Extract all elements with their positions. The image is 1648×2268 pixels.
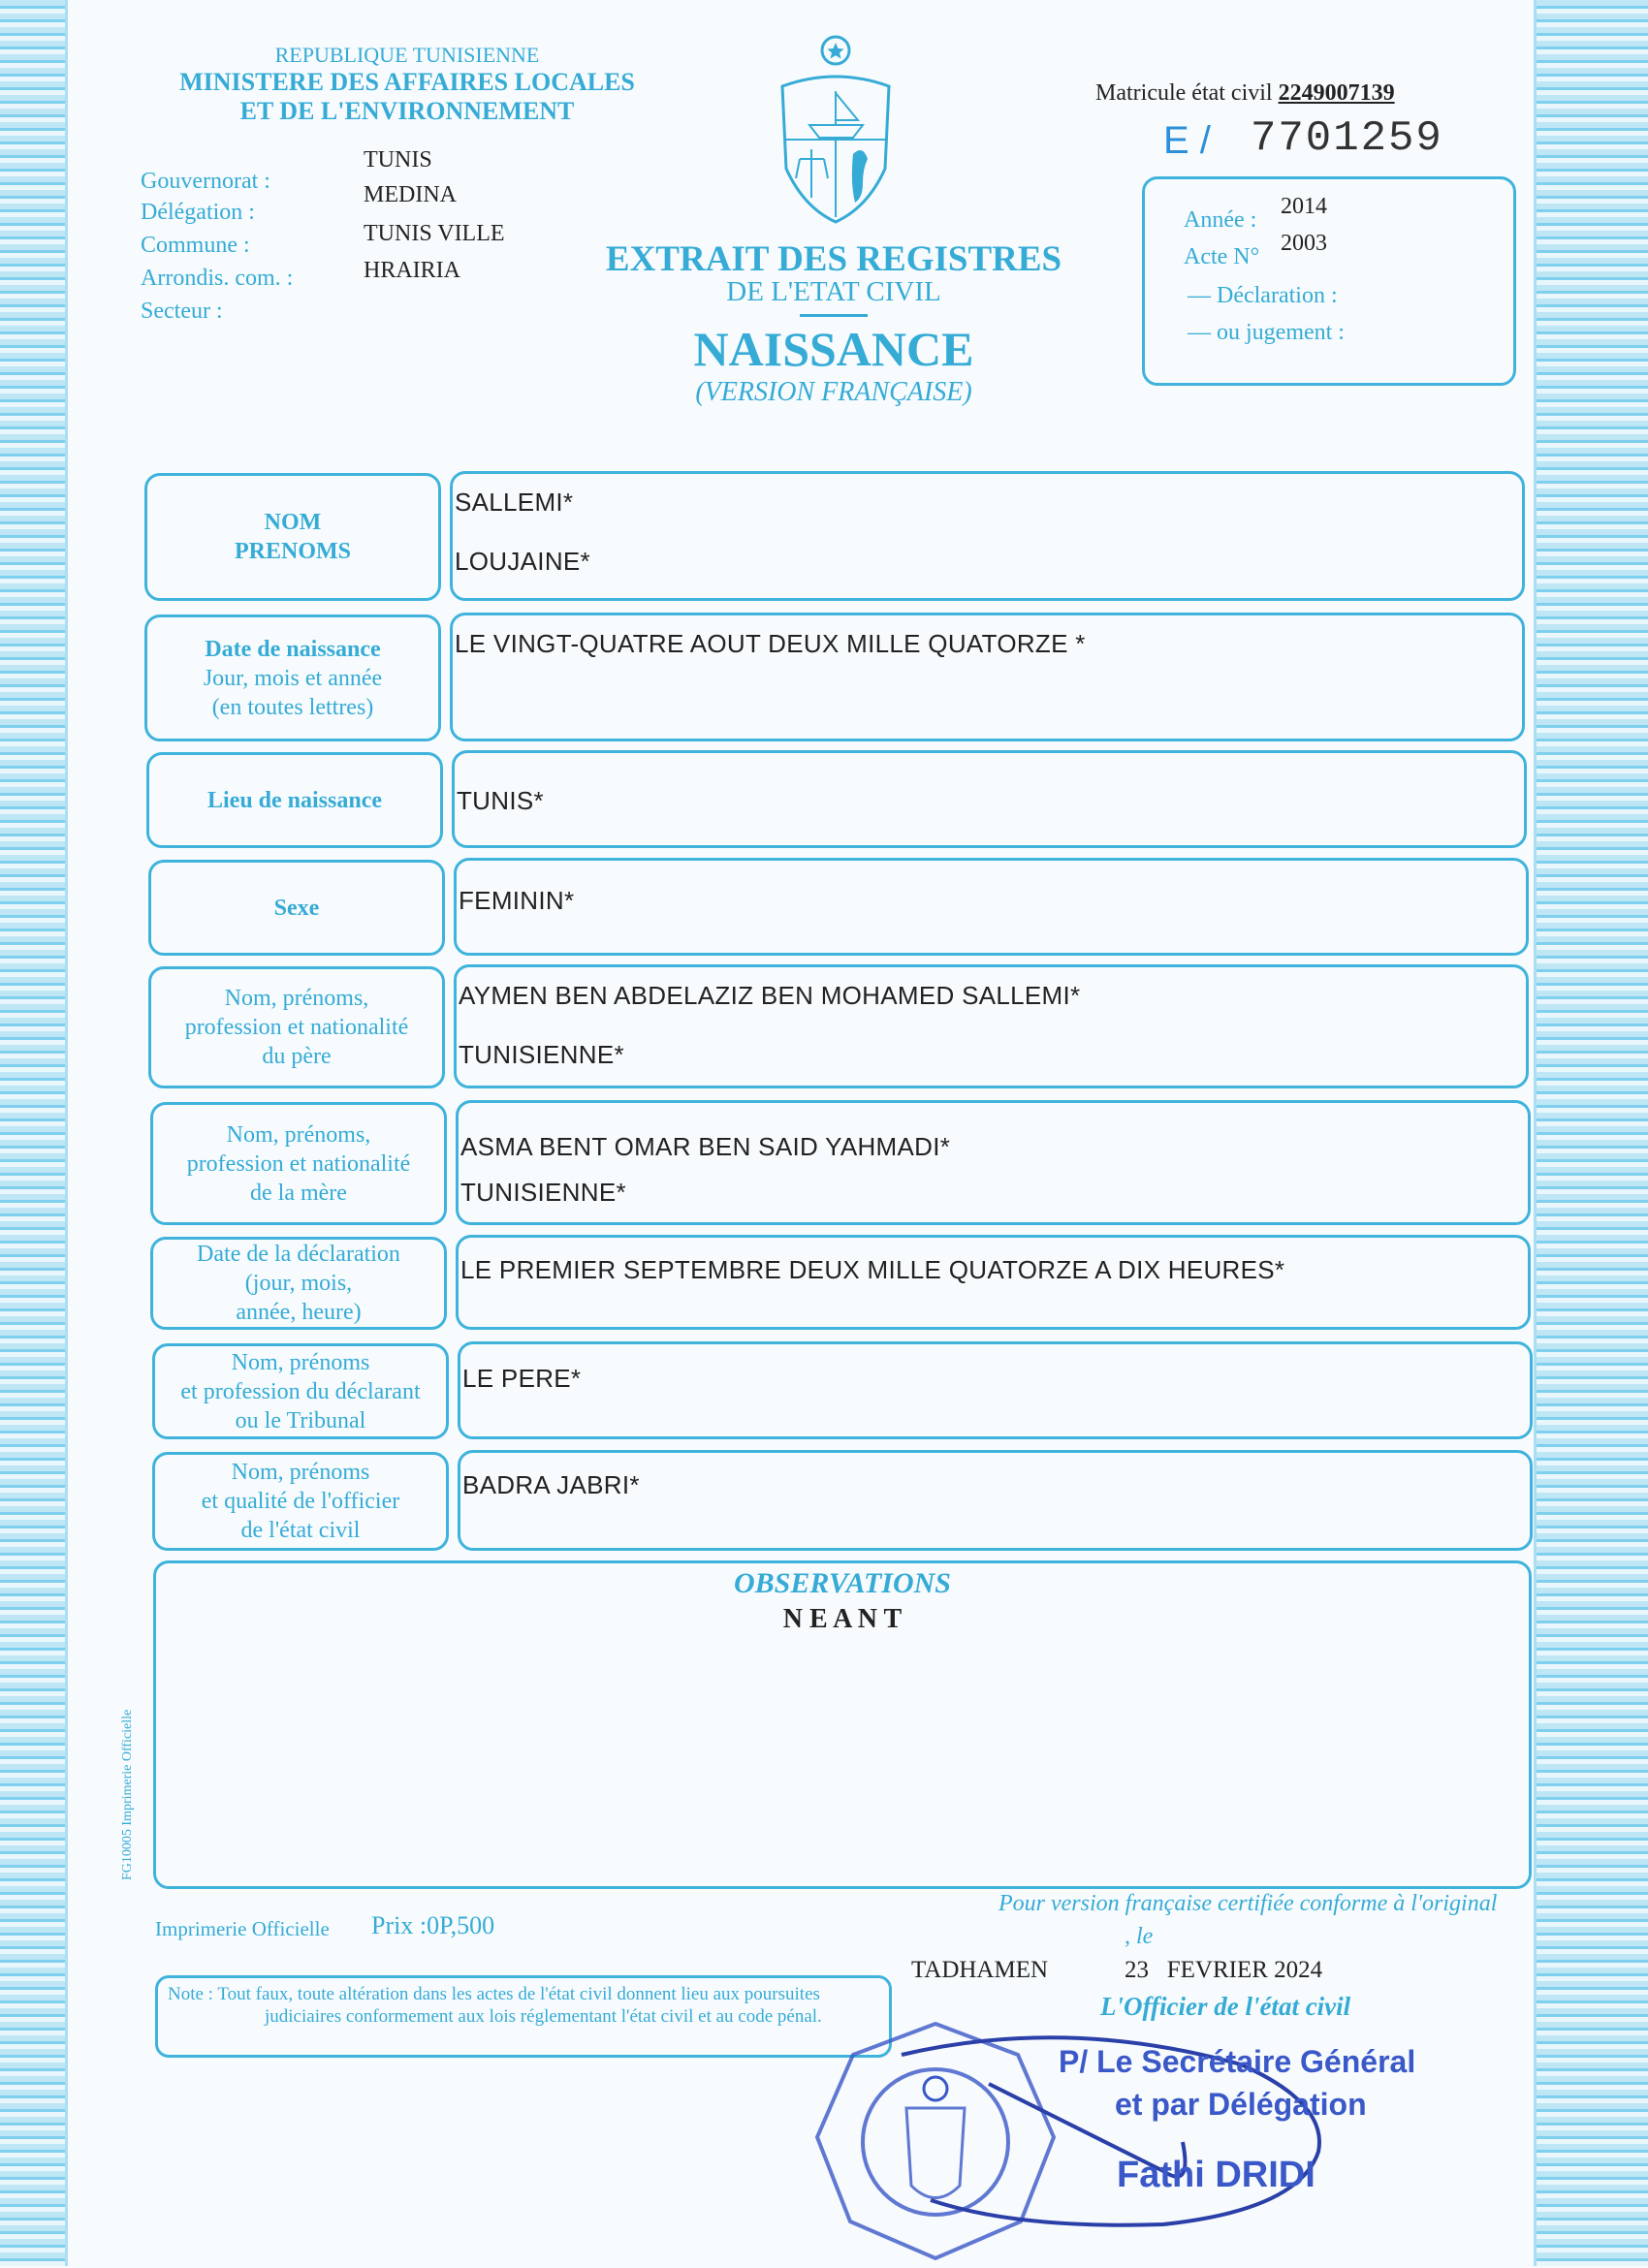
label-line: FEMININ* — [459, 886, 575, 915]
ministry-line2: ET DE L'ENVIRONNEMENT — [239, 97, 575, 125]
field-label: Délégation : — [141, 200, 255, 225]
date: 23 FEVRIER 2024 — [1125, 1957, 1323, 1983]
title-version: (VERSION FRANÇAISE) — [695, 377, 972, 407]
label-line: Nom, prénoms — [231, 1460, 370, 1485]
prenoms-value: LOUJAINE* — [455, 547, 590, 576]
label-line: du père — [262, 1044, 332, 1069]
label-mere — [150, 1102, 447, 1225]
value-declarant — [458, 1341, 1533, 1439]
observations-box — [153, 1560, 1532, 1889]
annee-label: Année : — [1184, 207, 1257, 233]
label-line: Date de la déclaration — [197, 1242, 400, 1267]
signatory-name: Fathi DRIDI — [1117, 2155, 1315, 2195]
jugement-label: — ou jugement : — [1188, 320, 1345, 345]
value-date-declaration — [456, 1235, 1531, 1330]
matricule-value: 2249007139 — [1278, 80, 1395, 106]
title-naissance: NAISSANCE — [693, 322, 974, 376]
price: Prix :0P,500 — [371, 1911, 495, 1939]
label-declarant — [152, 1343, 449, 1439]
field-value: MEDINA — [364, 182, 457, 207]
matricule-label: Matricule état civil — [1095, 80, 1273, 106]
field-label: Gouvernorat : — [141, 169, 270, 194]
label-line: BADRA JABRI* — [462, 1470, 640, 1499]
label-line: Jour, mois et année — [203, 665, 383, 691]
printer-label: Imprimerie Officielle — [155, 1917, 330, 1940]
label-line: Lieu de naissance — [206, 787, 383, 813]
label-line: et profession du déclarant — [180, 1378, 421, 1404]
label-line: LE PERE* — [462, 1364, 582, 1393]
label-line: et qualité de l'officier — [201, 1489, 400, 1514]
observations-title: OBSERVATIONS — [734, 1567, 951, 1599]
acte-label: Acte N° — [1184, 244, 1260, 269]
value-pere — [454, 964, 1529, 1088]
right-decorative-border — [1534, 0, 1648, 2266]
signature-line1: P/ Le Secrétaire Général — [1059, 2044, 1416, 2079]
label-line: TUNIS* — [457, 786, 544, 815]
acte-box — [1142, 176, 1516, 386]
field-label: Secteur : — [141, 299, 223, 324]
label-line: année, heure) — [236, 1300, 362, 1325]
label-line: Nom, prénoms, — [224, 986, 369, 1011]
label-line: LE PREMIER SEPTEMBRE DEUX MILLE QUATORZE A DIX HEURES* — [460, 1255, 1285, 1284]
printer-code: FG10005 Imprimerie Officielle — [120, 1709, 135, 1880]
officer-title: L'Officier de l'état civil — [1100, 1992, 1351, 2021]
label-line: ou le Tribunal — [235, 1407, 366, 1433]
title-etat-civil: DE L'ETAT CIVIL — [726, 276, 941, 307]
header-authority — [155, 43, 659, 126]
title-extrait: EXTRAIT DES REGISTRES — [605, 239, 1062, 279]
document-title — [543, 238, 1125, 408]
label-date-naissance — [144, 614, 441, 741]
field-value: TUNIS VILLE — [364, 221, 505, 246]
serial-number: 7701259 — [1251, 114, 1443, 163]
label-line: (jour, mois, — [244, 1271, 353, 1296]
label-line: (en toutes lettres) — [211, 694, 374, 720]
label-date-declaration — [150, 1237, 447, 1330]
serial-prefix: E / — [1163, 119, 1211, 162]
label-line: ASMA BENT OMAR BEN SAID YAHMADI* — [460, 1132, 951, 1161]
label-lieu-naissance — [146, 752, 443, 848]
label-line: de l'état civil — [240, 1518, 361, 1543]
value-sexe — [454, 858, 1529, 956]
value-date-naissance — [450, 613, 1525, 741]
value-mere — [456, 1100, 1531, 1225]
label-line: profession et nationalité — [186, 1150, 411, 1177]
label-line: AYMEN BEN ABDELAZIZ BEN MOHAMED SALLEMI* — [459, 981, 1081, 1010]
republic-label: REPUBLIQUE TUNISIENNE — [274, 43, 540, 67]
label-line: NOM — [264, 510, 322, 535]
coat-of-arms-icon — [771, 33, 902, 227]
label-line: TUNISIENNE* — [460, 1178, 626, 1207]
field-value: HRAIRIA — [364, 258, 460, 283]
acte-value: 2003 — [1281, 231, 1327, 256]
annee-value: 2014 — [1281, 194, 1327, 219]
label-line: Nom, prénoms, — [226, 1121, 371, 1148]
signature-line2: et par Délégation — [1115, 2087, 1367, 2122]
label-line: Nom, prénoms — [231, 1349, 370, 1375]
declaration-label: — Déclaration : — [1188, 283, 1338, 308]
value-officier — [458, 1450, 1533, 1551]
observations-value: N E A N T — [782, 1604, 903, 1634]
label-line: Sexe — [273, 895, 320, 921]
label-line: LE VINGT-QUATRE AOUT DEUX MILLE QUATORZE * — [455, 629, 1086, 658]
label-line: TUNISIENNE* — [459, 1040, 624, 1069]
label-line: de la mère — [250, 1180, 347, 1206]
certified-text: Pour version française certifiée conforme à l'original — [998, 1891, 1498, 1916]
field-label: Arrondis. com. : — [141, 266, 294, 291]
label-line: PRENOMS — [235, 539, 351, 564]
label-nom-prenoms — [144, 473, 441, 601]
ministry-line1: MINISTERE DES AFFAIRES LOCALES — [179, 68, 635, 96]
value-nom-prenoms — [450, 471, 1525, 601]
field-label: Commune : — [141, 233, 250, 258]
label-officier — [152, 1452, 449, 1551]
legal-note: Note : Tout faux, toute altération dans les actes de l'état civil donnent lieu aux poursuites judiciaires conformement aux lois réglementant l'état civil et au code pénal. — [155, 1975, 892, 2058]
label-pere — [148, 966, 445, 1088]
label-line: Date de naissance — [205, 636, 381, 662]
nom-value: SALLEMI* — [455, 488, 574, 517]
left-decorative-border — [0, 0, 68, 2266]
label-sexe — [148, 860, 445, 956]
place: TADHAMEN — [911, 1957, 1049, 1983]
value-lieu-naissance — [452, 750, 1527, 848]
label-line: profession et nationalité — [184, 1015, 409, 1040]
certified-le: , le — [1125, 1924, 1154, 1949]
title-divider — [800, 314, 868, 317]
field-value: TUNIS — [364, 147, 432, 173]
matricule — [1095, 79, 1395, 107]
